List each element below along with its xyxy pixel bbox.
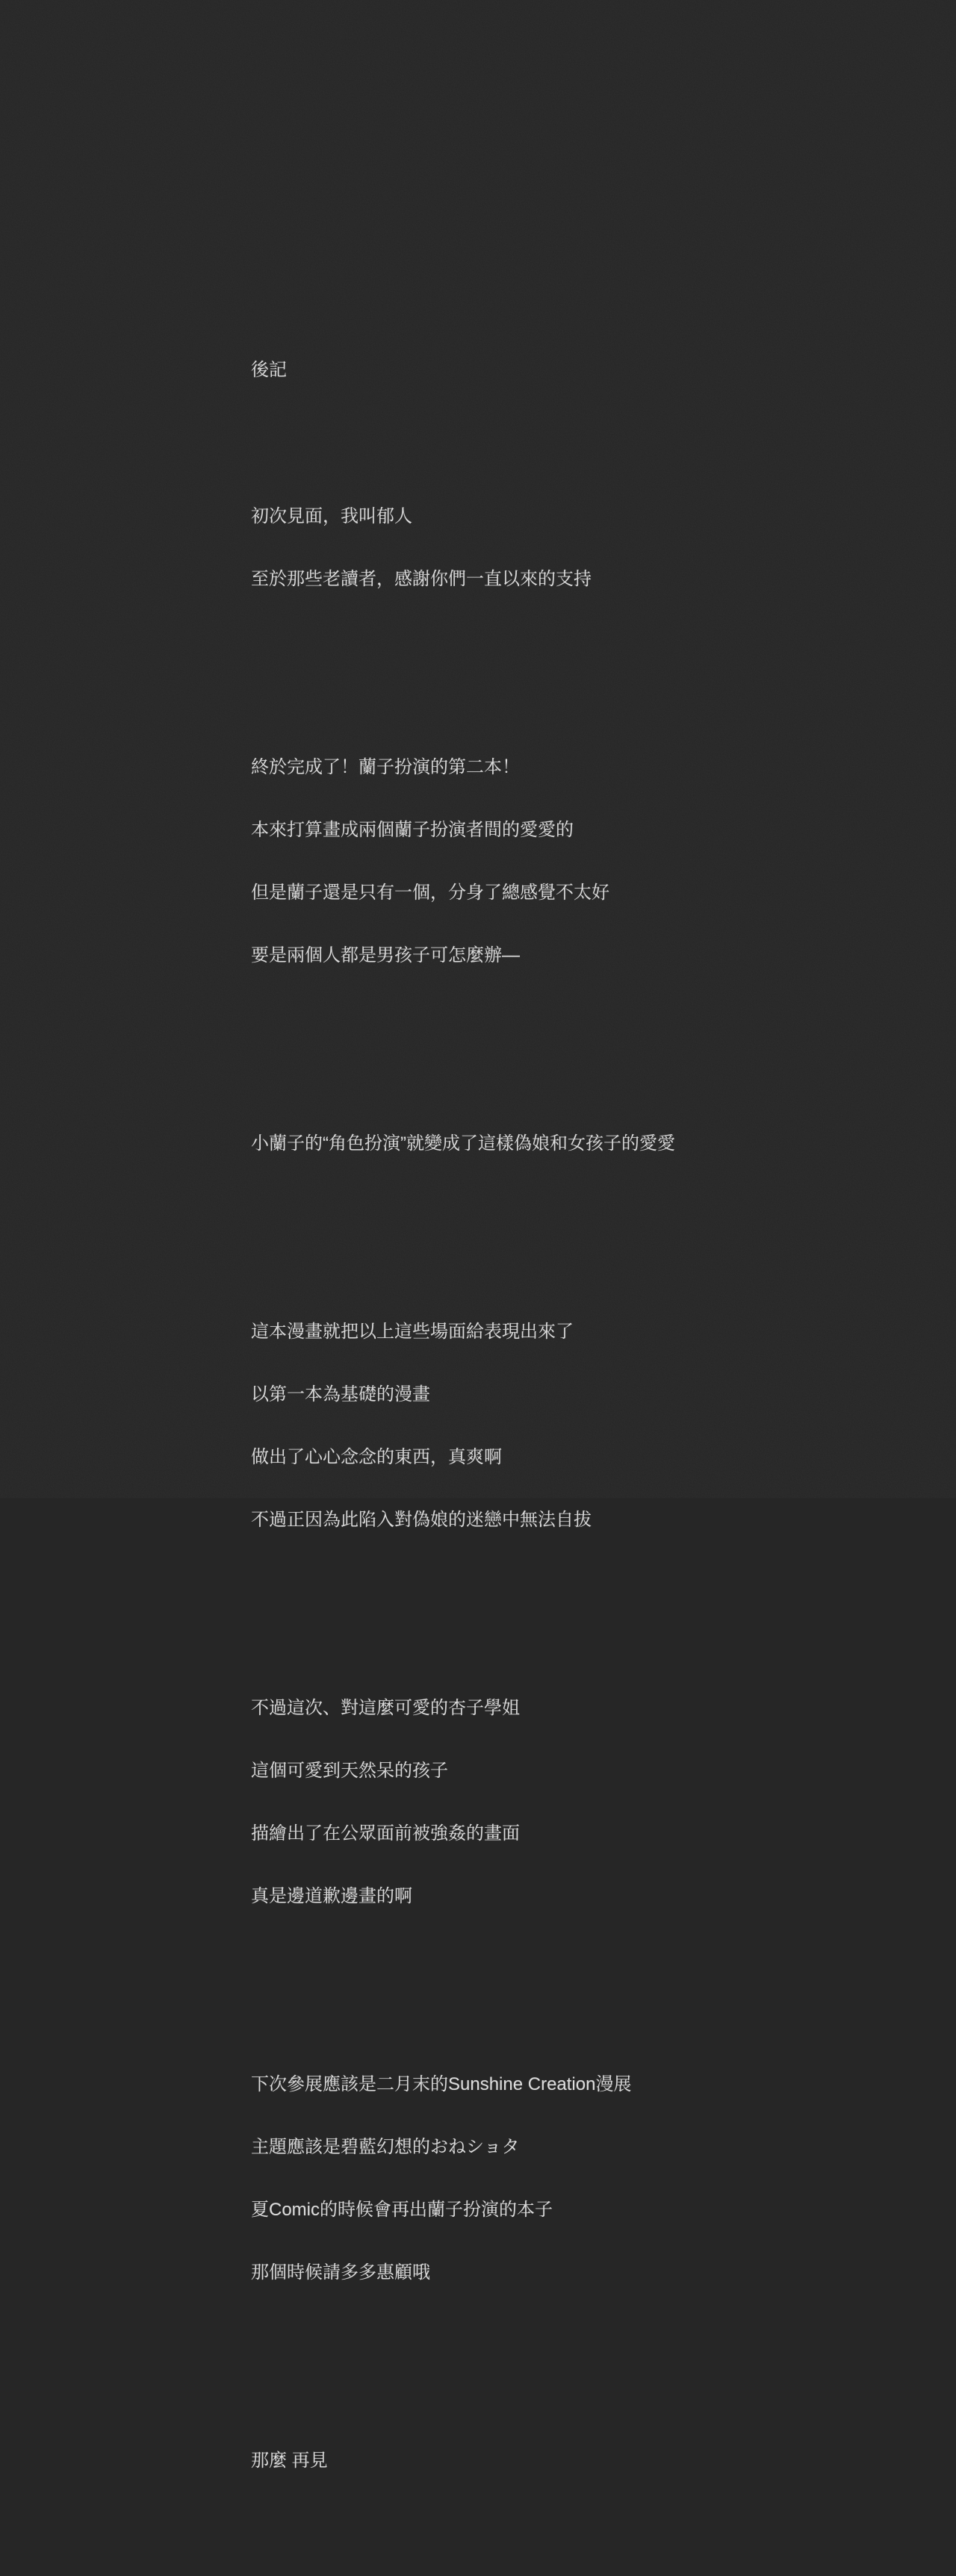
text-line: 終於完成了！蘭子扮演的第二本！: [251, 757, 520, 777]
text-line: 初次見面，我叫郁人: [251, 506, 412, 526]
afterword-paragraph-roleplay: [251, 1092, 675, 1196]
text-line: 小蘭子的“角色扮演”就變成了這樣偽娘和女孩子的愛愛: [251, 1133, 675, 1154]
afterword-paragraph-about-book: [251, 1280, 675, 1572]
text-line: 真是邊道歉邊畫的啊: [251, 1886, 412, 1906]
text-line: 不過這次、對這麼可愛的杏子學姐: [251, 1698, 520, 1718]
text-line: 下次參展應該是二月末的Sunshine Creation漫展: [251, 2074, 632, 2094]
text-line: 以第一本為基礎的漫畫: [251, 1384, 430, 1404]
afterword-text-block: [251, 297, 675, 2576]
text-line: 描繪出了在公眾面前被強姦的畫面: [251, 1823, 520, 1844]
afterword-paragraph-greeting: [251, 464, 675, 632]
text-line: 要是兩個人都是男孩子可怎麼辦—: [251, 945, 520, 965]
text-line: 這個可愛到天然呆的孩子: [251, 1761, 448, 1781]
afterword-title: 後記: [251, 360, 287, 380]
text-line: 主題應該是碧藍幻想的おねショタ: [251, 2137, 520, 2157]
text-line: 但是蘭子還是只有一個，分身了總感覺不太好: [251, 883, 609, 903]
text-line: 那個時候請多多惠顧哦: [251, 2262, 430, 2283]
text-line: 本來打算畫成兩個蘭子扮演者間的愛愛的: [251, 820, 574, 840]
afterword-paragraph-next-events: [251, 2032, 675, 2325]
afterword-paragraph-farewell: [251, 2409, 675, 2513]
text-line: 做出了心心念念的東西，真爽啊: [251, 1447, 502, 1467]
text-line: 夏Comic的時候會再出蘭子扮演的本子: [251, 2200, 553, 2220]
text-line: 那麼 再見: [251, 2451, 328, 2471]
text-line: 這本漫畫就把以上這些場面給表現出來了: [251, 1322, 574, 1342]
afterword-paragraph-apology: [251, 1656, 675, 1949]
afterword-paragraph-completion: [251, 715, 675, 1008]
text-line: 不過正因為此陷入對偽娘的迷戀中無法自拔: [251, 1510, 592, 1530]
text-line: 至於那些老讀者，感謝你們一直以來的支持: [251, 569, 592, 589]
